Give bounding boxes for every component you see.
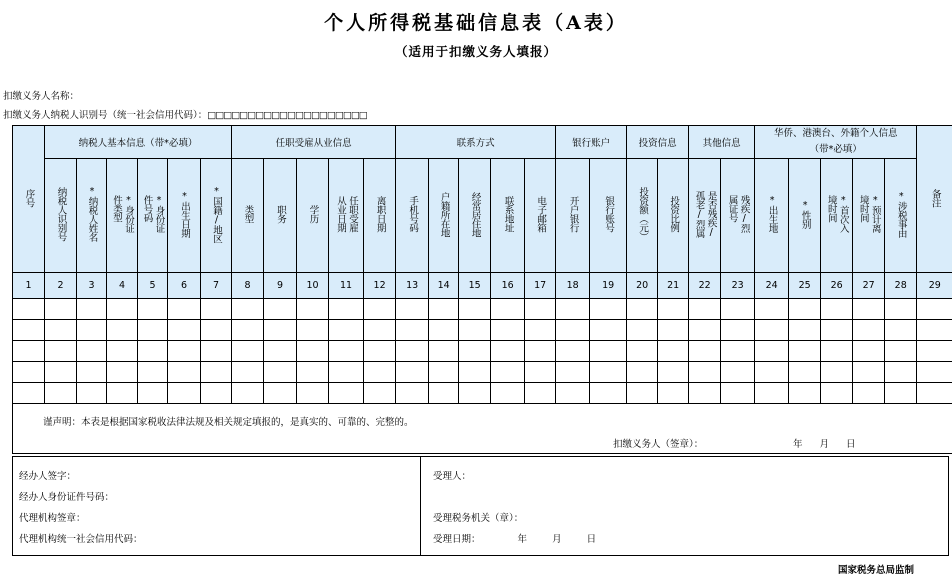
entry-cell[interactable] [45, 341, 77, 362]
group-investment-header: 投资信息 [627, 126, 689, 159]
signature-table [12, 456, 949, 556]
group-overseas-note: （带*必填） [809, 144, 862, 155]
column-number: 27 [853, 273, 885, 299]
agency-seal-label: 代理机构签章： [19, 513, 86, 524]
entry-cell[interactable] [789, 320, 821, 341]
entry-cell[interactable] [13, 341, 45, 362]
entry-cell[interactable] [689, 383, 721, 404]
entry-cell[interactable] [77, 362, 107, 383]
entry-cell[interactable] [755, 299, 789, 320]
entry-cell[interactable] [264, 341, 297, 362]
entry-cell[interactable] [556, 299, 590, 320]
entry-cell[interactable] [429, 299, 459, 320]
entry-cell[interactable] [689, 320, 721, 341]
entry-cell[interactable] [364, 341, 396, 362]
entry-cell[interactable] [396, 299, 429, 320]
entry-cell[interactable] [821, 299, 853, 320]
group-basic-header: 纳税人基本信息（带*必填） [45, 126, 232, 159]
column-number: 11 [329, 273, 364, 299]
table-row [13, 299, 952, 320]
entry-cell[interactable] [627, 341, 658, 362]
column-header: 离职日期 [364, 159, 396, 273]
tax-office-cell [421, 457, 949, 556]
entry-cell[interactable] [201, 299, 232, 320]
entry-cell[interactable] [853, 299, 885, 320]
entry-cell[interactable] [917, 320, 952, 341]
withholder-name-label: 扣缴义务人名称： [3, 91, 80, 102]
entry-cell[interactable] [264, 362, 297, 383]
column-header: 开户银行 [556, 159, 590, 273]
col-serial-header: 序号 [13, 126, 45, 273]
withholder-sign-label: 扣缴义务人（签章）： [613, 439, 704, 450]
entry-cell[interactable] [45, 299, 77, 320]
table-row [13, 341, 952, 362]
entry-cell[interactable] [45, 383, 77, 404]
receiver-label: 受理人： [433, 471, 472, 482]
entry-cell[interactable] [45, 320, 77, 341]
column-number: 25 [789, 273, 821, 299]
withholder-id-line [3, 107, 367, 121]
entry-cell[interactable] [755, 362, 789, 383]
entry-cell[interactable] [789, 299, 821, 320]
entry-cell[interactable] [590, 383, 627, 404]
column-number: 5 [138, 273, 168, 299]
entry-cell[interactable] [13, 362, 45, 383]
entry-cell[interactable] [459, 383, 491, 404]
entry-cell[interactable] [658, 320, 689, 341]
group-bank-header: 银行账户 [556, 126, 627, 159]
column-number: 23 [721, 273, 755, 299]
entry-cell[interactable] [491, 383, 525, 404]
column-header: 银行账号 [590, 159, 627, 273]
entry-cell[interactable] [77, 299, 107, 320]
entry-cell[interactable] [138, 362, 168, 383]
col-remarks-header: 备注 [917, 126, 952, 273]
column-number: 24 [755, 273, 789, 299]
entry-cell[interactable] [201, 341, 232, 362]
entry-cell[interactable] [297, 362, 329, 383]
entry-cell[interactable] [459, 341, 491, 362]
entry-cell[interactable] [525, 362, 556, 383]
entry-cell[interactable] [138, 383, 168, 404]
entry-cell[interactable] [627, 299, 658, 320]
entry-cell[interactable] [853, 383, 885, 404]
entry-cell[interactable] [721, 320, 755, 341]
entry-cell[interactable] [232, 299, 264, 320]
column-header: 联系地址 [491, 159, 525, 273]
entry-cell[interactable] [721, 362, 755, 383]
column-number: 8 [232, 273, 264, 299]
entry-cell[interactable] [627, 320, 658, 341]
entry-cell[interactable] [885, 362, 917, 383]
entry-cell[interactable] [755, 383, 789, 404]
column-number: 28 [885, 273, 917, 299]
entry-cell[interactable] [232, 320, 264, 341]
entry-cell[interactable] [13, 299, 45, 320]
table-row [13, 320, 952, 341]
column-number: 21 [658, 273, 689, 299]
entry-cell[interactable] [689, 341, 721, 362]
column-number: 1 [13, 273, 45, 299]
column-header: *出生日期 [168, 159, 201, 273]
group-employment-header: 任职受雇从业信息 [232, 126, 396, 159]
receive-date-parts: 年 月 日 [517, 534, 597, 545]
column-header: *预计离 境时间 [853, 159, 885, 273]
entry-cell[interactable] [45, 362, 77, 383]
entry-cell[interactable] [789, 341, 821, 362]
form-title: 个人所得税基础信息表（A表） [324, 12, 628, 34]
entry-cell[interactable] [201, 383, 232, 404]
column-number: 7 [201, 273, 232, 299]
entry-cell[interactable] [77, 383, 107, 404]
entry-cell[interactable] [459, 362, 491, 383]
declaration-cell [13, 404, 952, 454]
basic-info-table [12, 125, 952, 454]
handler-id-label: 经办人身份证件号码： [19, 492, 115, 503]
entry-cell[interactable] [138, 320, 168, 341]
column-header: 投资额（元） [627, 159, 658, 273]
column-number: 9 [264, 273, 297, 299]
entry-cell[interactable] [107, 299, 138, 320]
agent-signature-cell [13, 457, 421, 556]
entry-cell[interactable] [721, 341, 755, 362]
entry-cell[interactable] [789, 383, 821, 404]
column-header: 残疾/烈 属证号 [721, 159, 755, 273]
entry-cell[interactable] [201, 320, 232, 341]
column-number: 2 [45, 273, 77, 299]
entry-cell[interactable] [525, 341, 556, 362]
entry-cell[interactable] [917, 341, 952, 362]
entry-cell[interactable] [264, 299, 297, 320]
entry-cell[interactable] [627, 362, 658, 383]
entry-cell[interactable] [168, 383, 201, 404]
entry-cell[interactable] [329, 362, 364, 383]
column-header: 户籍所在地 [429, 159, 459, 273]
column-number: 14 [429, 273, 459, 299]
column-header: 学历 [297, 159, 329, 273]
entry-cell[interactable] [429, 362, 459, 383]
column-number: 22 [689, 273, 721, 299]
column-header: *身份证 件类型 [107, 159, 138, 273]
column-header: *首次入 境时间 [821, 159, 853, 273]
entry-cell[interactable] [658, 362, 689, 383]
entry-cell[interactable] [821, 320, 853, 341]
withholder-sign-date: 年 月 日 [793, 439, 856, 450]
column-header: *纳税人姓名 [77, 159, 107, 273]
entry-cell[interactable] [689, 362, 721, 383]
column-number: 19 [590, 273, 627, 299]
column-header: *出生地 [755, 159, 789, 273]
entry-cell[interactable] [107, 362, 138, 383]
column-number: 12 [364, 273, 396, 299]
entry-cell[interactable] [821, 383, 853, 404]
entry-cell[interactable] [168, 320, 201, 341]
column-header: 手机号码 [396, 159, 429, 273]
column-number: 3 [77, 273, 107, 299]
entry-cell[interactable] [590, 320, 627, 341]
entry-cell[interactable] [885, 341, 917, 362]
entry-cell[interactable] [396, 320, 429, 341]
column-number: 6 [168, 273, 201, 299]
entry-cell[interactable] [429, 341, 459, 362]
entry-cell[interactable] [627, 383, 658, 404]
column-header: 类型 [232, 159, 264, 273]
column-number: 20 [627, 273, 658, 299]
entry-cell[interactable] [689, 299, 721, 320]
receive-date-line [433, 531, 596, 545]
entry-cell[interactable] [138, 299, 168, 320]
table-row [13, 383, 952, 404]
entry-cell[interactable] [364, 383, 396, 404]
entry-cell[interactable] [107, 383, 138, 404]
column-header: 职务 [264, 159, 297, 273]
entry-cell[interactable] [491, 320, 525, 341]
tax-office-label: 受理税务机关（章）： [433, 513, 524, 524]
entry-cell[interactable] [264, 383, 297, 404]
entry-cell[interactable] [364, 320, 396, 341]
entry-cell[interactable] [429, 320, 459, 341]
entry-cell[interactable] [13, 320, 45, 341]
column-number: 17 [525, 273, 556, 299]
entry-cell[interactable] [329, 299, 364, 320]
column-number: 16 [491, 273, 525, 299]
entry-cell[interactable] [329, 383, 364, 404]
group-overseas-header [755, 126, 917, 159]
entry-cell[interactable] [821, 362, 853, 383]
entry-cell[interactable] [885, 299, 917, 320]
column-header: 经常居住地 [459, 159, 491, 273]
column-number: 4 [107, 273, 138, 299]
entry-cell[interactable] [364, 362, 396, 383]
entry-cell[interactable] [789, 362, 821, 383]
column-header: *性别 [789, 159, 821, 273]
entry-cell[interactable] [853, 362, 885, 383]
entry-cell[interactable] [755, 341, 789, 362]
column-header: 投资比例 [658, 159, 689, 273]
column-header: 纳税人识别号 [45, 159, 77, 273]
entry-cell[interactable] [107, 320, 138, 341]
column-header: *身份证 件号码 [138, 159, 168, 273]
column-header: *国籍/地区 [201, 159, 232, 273]
entry-cell[interactable] [138, 341, 168, 362]
agency-code-label: 代理机构统一社会信用代码： [19, 534, 143, 545]
entry-cell[interactable] [491, 341, 525, 362]
entry-cell[interactable] [885, 320, 917, 341]
table-row [13, 362, 952, 383]
entry-cell[interactable] [297, 341, 329, 362]
entry-cell[interactable] [168, 341, 201, 362]
column-header: 是否残疾/ 孤老/烈属 [689, 159, 721, 273]
entry-cell[interactable] [556, 341, 590, 362]
withholder-id-boxes[interactable]: □□□□□□□□□□□□□□□□□□□□ [207, 110, 367, 121]
entry-cell[interactable] [525, 320, 556, 341]
entry-cell[interactable] [917, 383, 952, 404]
declaration-text: 谨声明：本表是根据国家税收法律法规及相关规定填报的，是真实的、可靠的、完整的。 [43, 417, 414, 428]
entry-cell[interactable] [396, 383, 429, 404]
entry-cell[interactable] [491, 362, 525, 383]
footer-issuer: 国家税务总局监制 [837, 565, 914, 576]
column-number: 29 [917, 273, 952, 299]
entry-cell[interactable] [821, 341, 853, 362]
entry-cell[interactable] [297, 320, 329, 341]
entry-cell[interactable] [168, 362, 201, 383]
entry-cell[interactable] [556, 383, 590, 404]
entry-cell[interactable] [917, 362, 952, 383]
entry-cell[interactable] [329, 320, 364, 341]
entry-cell[interactable] [556, 320, 590, 341]
entry-cell[interactable] [168, 299, 201, 320]
withholder-id-label: 扣缴义务人纳税人识别号（统一社会信用代码）： [3, 110, 208, 121]
entry-cell[interactable] [853, 341, 885, 362]
entry-cell[interactable] [396, 341, 429, 362]
entry-cell[interactable] [658, 299, 689, 320]
column-number: 13 [396, 273, 429, 299]
group-contact-header: 联系方式 [396, 126, 556, 159]
entry-cell[interactable] [459, 320, 491, 341]
entry-cell[interactable] [658, 341, 689, 362]
entry-cell[interactable] [232, 341, 264, 362]
entry-cell[interactable] [853, 320, 885, 341]
column-number: 18 [556, 273, 590, 299]
column-header: 电子邮箱 [525, 159, 556, 273]
entry-cell[interactable] [297, 383, 329, 404]
entry-cell[interactable] [525, 383, 556, 404]
entry-cell[interactable] [232, 362, 264, 383]
entry-cell[interactable] [658, 383, 689, 404]
entry-cell[interactable] [329, 341, 364, 362]
entry-cell[interactable] [721, 299, 755, 320]
entry-cell[interactable] [917, 299, 952, 320]
column-header: 任职受雇 从业日期 [329, 159, 364, 273]
entry-cell[interactable] [77, 341, 107, 362]
group-overseas-title: 华侨、港澳台、外籍个人信息 [773, 128, 898, 139]
group-other-header: 其他信息 [689, 126, 755, 159]
entry-cell[interactable] [885, 383, 917, 404]
entry-cell[interactable] [755, 320, 789, 341]
receive-date-label: 受理日期： [433, 534, 481, 545]
handler-sign-label: 经办人签字： [19, 471, 77, 482]
entry-cell[interactable] [590, 362, 627, 383]
entry-cell[interactable] [590, 341, 627, 362]
entry-cell[interactable] [590, 299, 627, 320]
form-subtitle: （适用于扣缴义务人填报） [394, 44, 557, 59]
entry-cell[interactable] [396, 362, 429, 383]
entry-cell[interactable] [77, 320, 107, 341]
entry-cell[interactable] [232, 383, 264, 404]
column-number: 15 [459, 273, 491, 299]
entry-cell[interactable] [297, 299, 329, 320]
entry-cell[interactable] [107, 341, 138, 362]
entry-cell[interactable] [721, 383, 755, 404]
column-header: *涉税事由 [885, 159, 917, 273]
entry-cell[interactable] [429, 383, 459, 404]
column-number: 10 [297, 273, 329, 299]
entry-cell[interactable] [264, 320, 297, 341]
entry-cell[interactable] [491, 299, 525, 320]
entry-cell[interactable] [201, 362, 232, 383]
entry-cell[interactable] [556, 362, 590, 383]
entry-cell[interactable] [13, 383, 45, 404]
entry-cell[interactable] [459, 299, 491, 320]
column-number: 26 [821, 273, 853, 299]
entry-cell[interactable] [364, 299, 396, 320]
entry-cell[interactable] [525, 299, 556, 320]
